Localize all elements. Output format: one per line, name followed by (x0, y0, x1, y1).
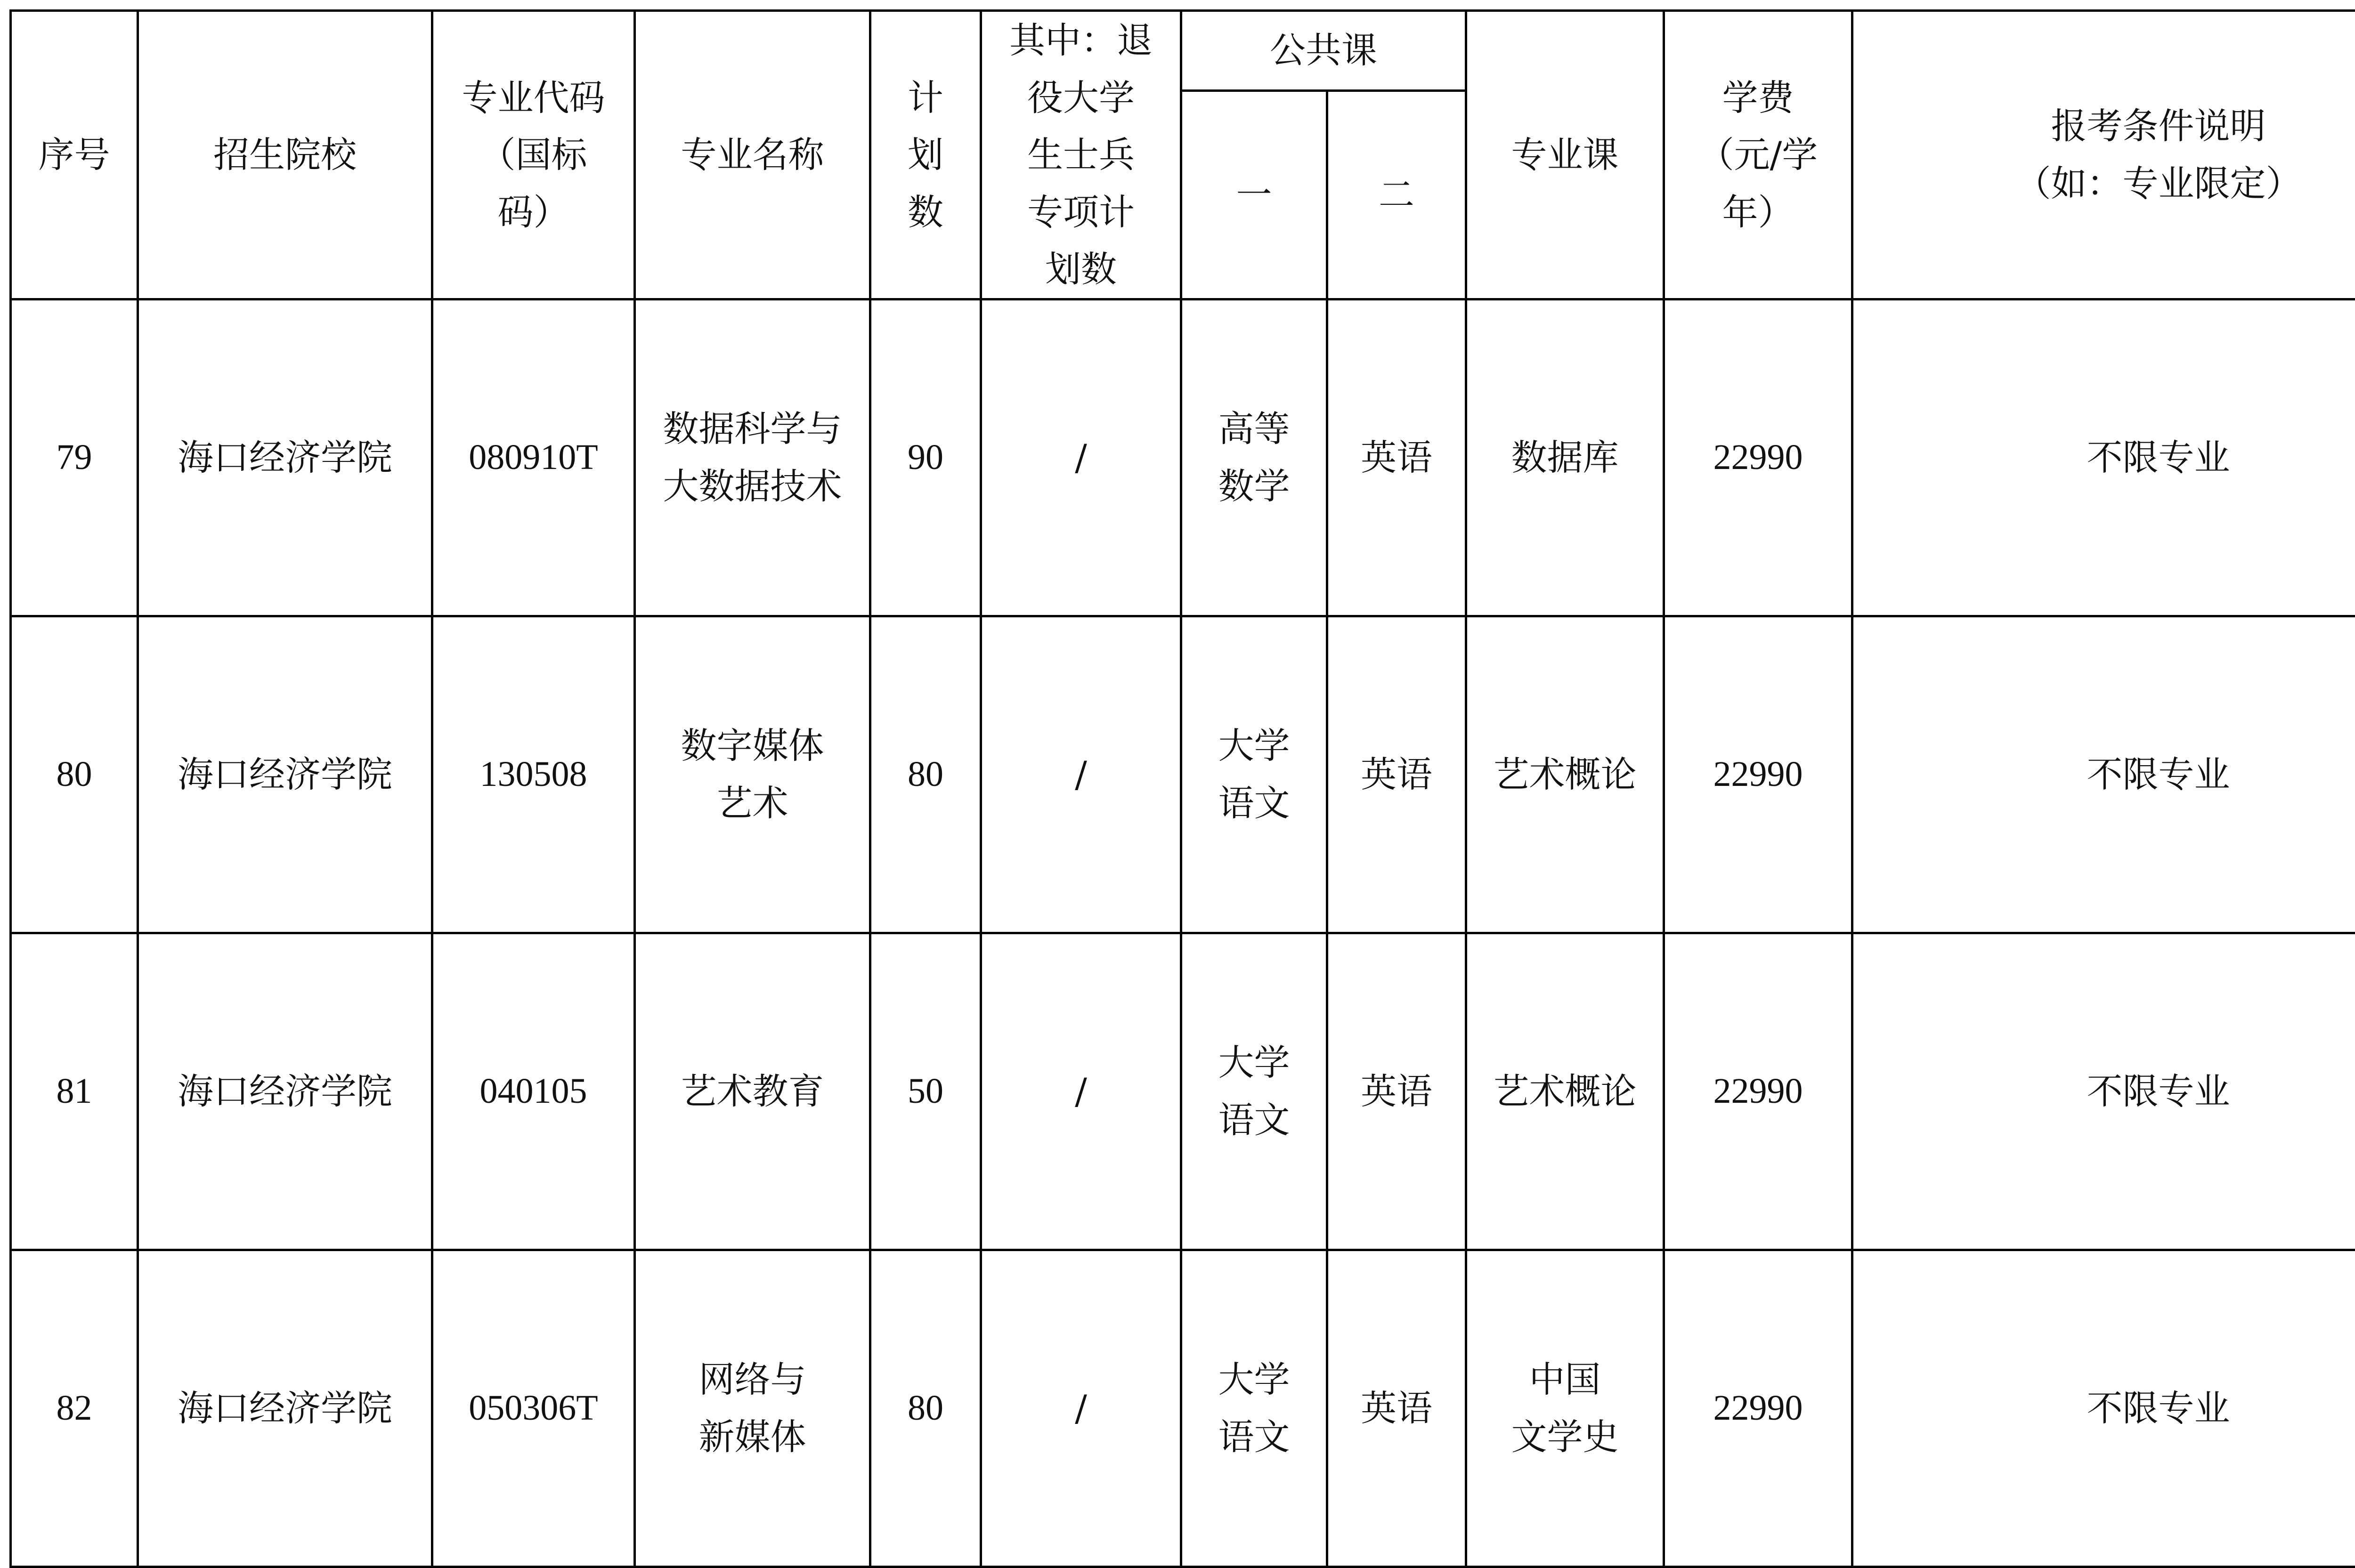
cell-major-code: 130508 (432, 616, 635, 933)
cell-veteran-plan: / (981, 933, 1181, 1250)
cell-veteran-plan: / (981, 616, 1181, 933)
table-row (11, 299, 2355, 616)
cell-school: 海口经济学院 (138, 933, 432, 1250)
header-tuition: 学费 （元/学 年） (1664, 11, 1852, 299)
cell-professional-course: 数据库 (1466, 299, 1664, 616)
cell-major-code: 050306T (432, 1250, 635, 1567)
cell-seq: 80 (11, 616, 138, 933)
cell-major-code: 080910T (432, 299, 635, 616)
cell-public-course-2: 英语 (1327, 933, 1466, 1250)
cell-professional-course: 艺术概论 (1466, 616, 1664, 933)
cell-public-course-2: 英语 (1327, 299, 1466, 616)
cell-public-course-1: 大学 语文 (1181, 1250, 1327, 1567)
header-public-course: 公共课 (1181, 11, 1466, 91)
cell-conditions: 不限专业 (1852, 1250, 2355, 1567)
cell-veteran-plan: / (981, 1250, 1181, 1567)
table-row (11, 933, 2355, 1250)
table-row (11, 616, 2355, 933)
table-row (11, 1250, 2355, 1567)
header-conditions: 报考条件说明 （如：专业限定） (1852, 11, 2355, 299)
header-veteran-plan: 其中：退 役大学 生士兵 专项计 划数 (981, 11, 1181, 299)
cell-seq: 82 (11, 1250, 138, 1567)
cell-public-course-1: 高等 数学 (1181, 299, 1327, 616)
cell-veteran-plan: / (981, 299, 1181, 616)
cell-major-name: 数字媒体 艺术 (635, 616, 870, 933)
cell-public-course-2: 英语 (1327, 616, 1466, 933)
cell-public-course-1: 大学 语文 (1181, 933, 1327, 1250)
cell-plan-count: 90 (870, 299, 981, 616)
cell-professional-course: 中国 文学史 (1466, 1250, 1664, 1567)
header-public-course-1: 一 (1181, 90, 1327, 299)
cell-major-name: 网络与 新媒体 (635, 1250, 870, 1567)
cell-seq: 79 (11, 299, 138, 616)
cell-school: 海口经济学院 (138, 616, 432, 933)
cell-tuition: 22990 (1664, 1250, 1852, 1567)
header-plan-count: 计 划 数 (870, 11, 981, 299)
cell-conditions: 不限专业 (1852, 299, 2355, 616)
cell-public-course-1: 大学 语文 (1181, 616, 1327, 933)
cell-tuition: 22990 (1664, 299, 1852, 616)
cell-major-code: 040105 (432, 933, 635, 1250)
cell-plan-count: 80 (870, 616, 981, 933)
cell-major-name: 数据科学与 大数据技术 (635, 299, 870, 616)
cell-conditions: 不限专业 (1852, 616, 2355, 933)
header-professional-course: 专业课 (1466, 11, 1664, 299)
header-major-code: 专业代码 （国标 码） (432, 11, 635, 299)
cell-public-course-2: 英语 (1327, 1250, 1466, 1567)
header-seq: 序号 (11, 11, 138, 299)
header-major-name: 专业名称 (635, 11, 870, 299)
cell-plan-count: 80 (870, 1250, 981, 1567)
header-school: 招生院校 (138, 11, 432, 299)
cell-plan-count: 50 (870, 933, 981, 1250)
cell-tuition: 22990 (1664, 933, 1852, 1250)
cell-conditions: 不限专业 (1852, 933, 2355, 1250)
admission-plan-table (9, 9, 2355, 1568)
cell-seq: 81 (11, 933, 138, 1250)
cell-major-name: 艺术教育 (635, 933, 870, 1250)
header-row-top (11, 11, 2355, 91)
header-public-course-2: 二 (1327, 90, 1466, 299)
cell-school: 海口经济学院 (138, 1250, 432, 1567)
cell-tuition: 22990 (1664, 616, 1852, 933)
cell-professional-course: 艺术概论 (1466, 933, 1664, 1250)
cell-school: 海口经济学院 (138, 299, 432, 616)
